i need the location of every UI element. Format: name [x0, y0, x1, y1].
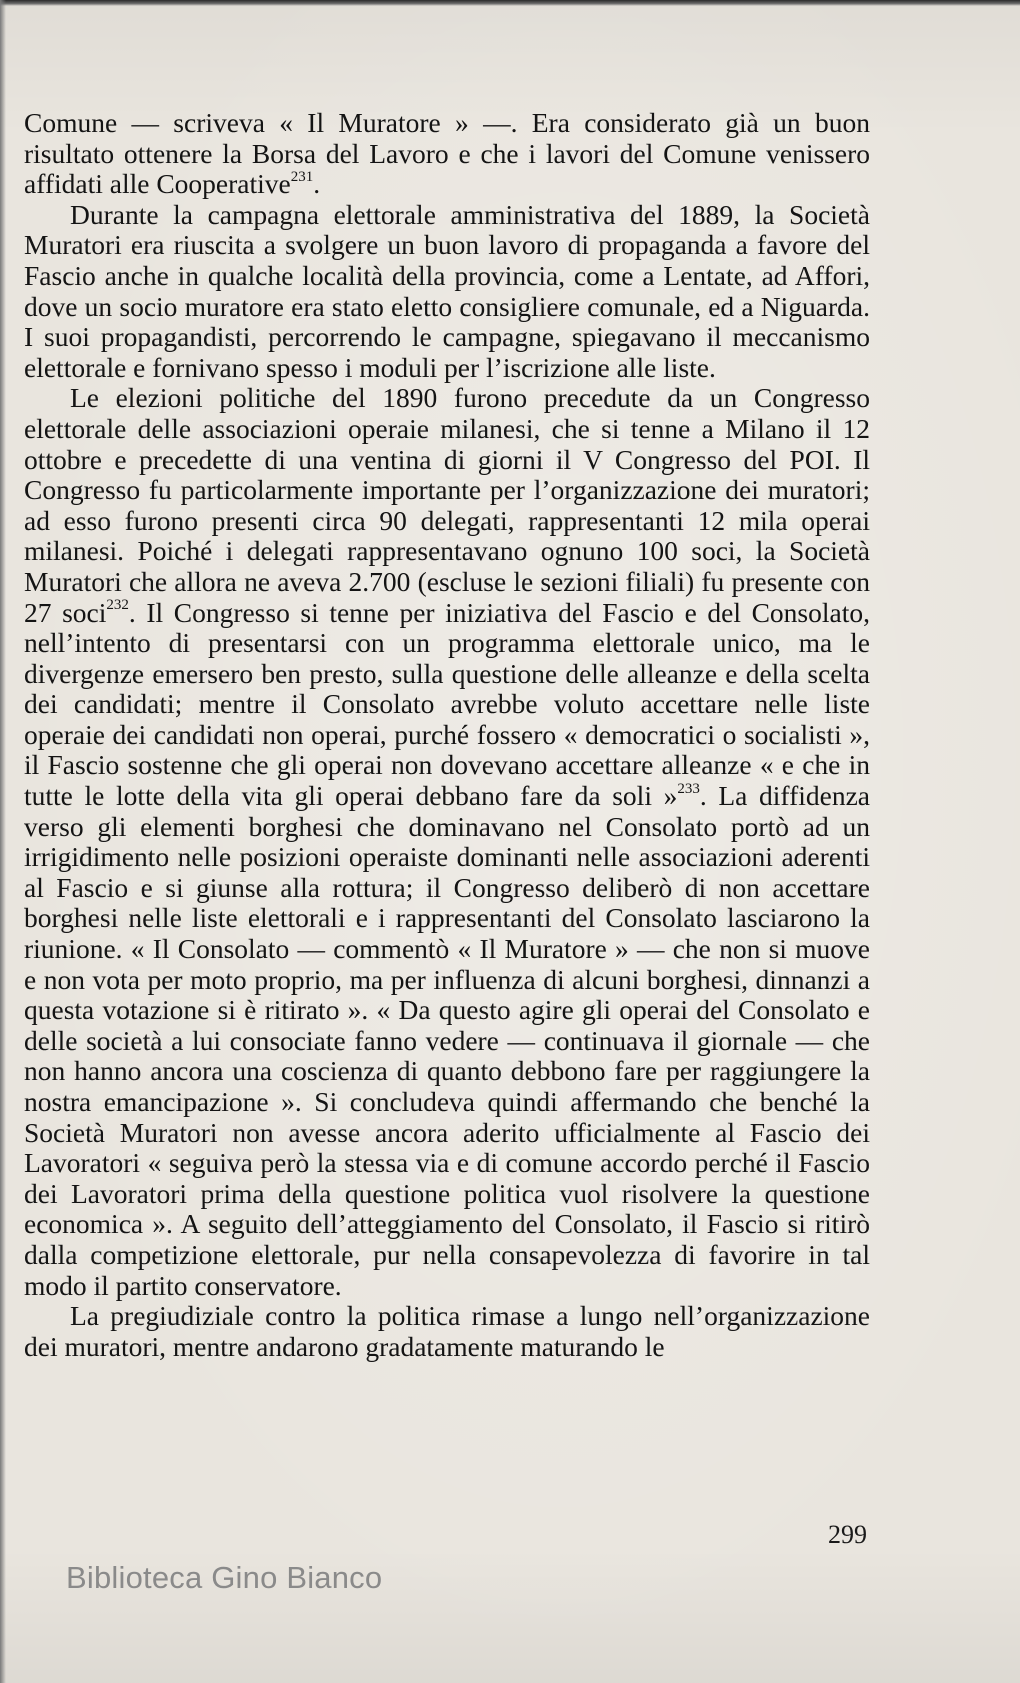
- body-text: [24, 108, 870, 1362]
- text-run: . La diffidenza verso gli elementi borghesi che dominavano nel Consolato portò ad un irrigidimento nelle posizioni operaiste dominanti nelle associazioni aderenti al Fascio e si giunse alla rottura; il Congresso deliberò di non accettare borghesi nelle liste elettorali e i rappresentanti del Consolato lasciarono la riunione. « Il Consolato — commentò « Il Muratore » — che non si muove e non vota per moto proprio, ma per influenza di alcuni borghesi, dinnanzi a questa votazione si è ritirato ». « Da questo agire gli operai del Consolato e delle società a lui consociate fanno vedere — continuava il giornale — che non hanno ancora una coscienza di quanto debbono fare per raggiungere la nostra emancipazione ». Si concludeva quindi affermando che benché la Società Muratori non avesse ancora aderito ufficialmente al Fascio dei Lavoratori « seguiva però la stessa via e di comune accordo perché il Fascio dei Lavoratori prima della questione politica vuol risolvere la questione economica ». A seguito dell’atteggiamento del Consolato, il Fascio si ritirò dalla competizione elettorale, pur nella consapevolezza di favorire in tal modo il partito conservatore.: [24, 780, 870, 1301]
- text-run: Le elezioni politiche del 1890 furono precedute da un Congresso elettorale delle associazioni operaie milanesi, che si tenne a Milano il 12 ottobre e precedette di una ventina di giorni il V Congresso del POI. Il Congresso fu particolarmente importante per l’organizzazione dei muratori; ad esso furono presenti circa 90 delegati, rappresentanti 12 mila operai milanesi. Poiché i delegati rappresentavano ognuno 100 soci, la Società Muratori che allora ne aveva 2.700 (escluse le sezioni filiali) fu presente con 27 soci: [24, 382, 870, 628]
- text-run: .: [313, 168, 321, 200]
- text-run: . Il Congresso si tenne per iniziativa del Fascio e del Consolato, nell’intento di presentarsi con un programma elettorale unico, ma le divergenze emersero ben presto, sulla questione delle alleanze e della scelta dei candidati; mentre il Consolato avrebbe voluto accettare nelle liste operaie dei candidati non operai, purché fossero « democratici o socialisti », il Fascio sostenne che gli operai non dovevano accettare alleanze « e che in tutte le lotte della vita gli operai debbano fare da soli »: [24, 596, 870, 812]
- paragraph-2: [24, 200, 870, 384]
- page-number: 299: [828, 1520, 867, 1549]
- footnote-ref-231: 231: [290, 169, 314, 186]
- library-watermark: Biblioteca Gino Bianco: [66, 1560, 383, 1595]
- footnote-ref-233: 233: [677, 780, 700, 797]
- page-left-edge-shadow: [0, 0, 6, 1683]
- text-run: La pregiudiziale contro la politica rimase a lungo nell’organizzazione dei muratori, mentre andarono gradatamente maturando le: [24, 1300, 870, 1362]
- paragraph-1: [24, 108, 870, 200]
- text-run: Durante la campagna elettorale amministrativa del 1889, la Società Muratori era riuscita a svolgere un buon lavoro di propaganda a favore del Fascio anche in qualche località della provincia, come a Lentate, ad Affori, dove un socio muratore era stato eletto consigliere comunale, ed a Niguarda. I suoi propagandisti, percorrendo le campagne, spiegavano il meccanismo elettorale e fornivano spesso i moduli per l’iscrizione alle liste.: [24, 198, 870, 383]
- paragraph-4: [24, 1301, 870, 1362]
- text-run: Comune — scriveva « Il Muratore » —. Era considerato già un buon risultato ottenere la Borsa del Lavoro e che i lavori del Comune venissero affidati alle Cooperative: [24, 107, 870, 200]
- paragraph-3: [24, 383, 870, 1301]
- page-top-edge-shadow: [0, 0, 1020, 6]
- footnote-ref-232: 232: [106, 597, 129, 614]
